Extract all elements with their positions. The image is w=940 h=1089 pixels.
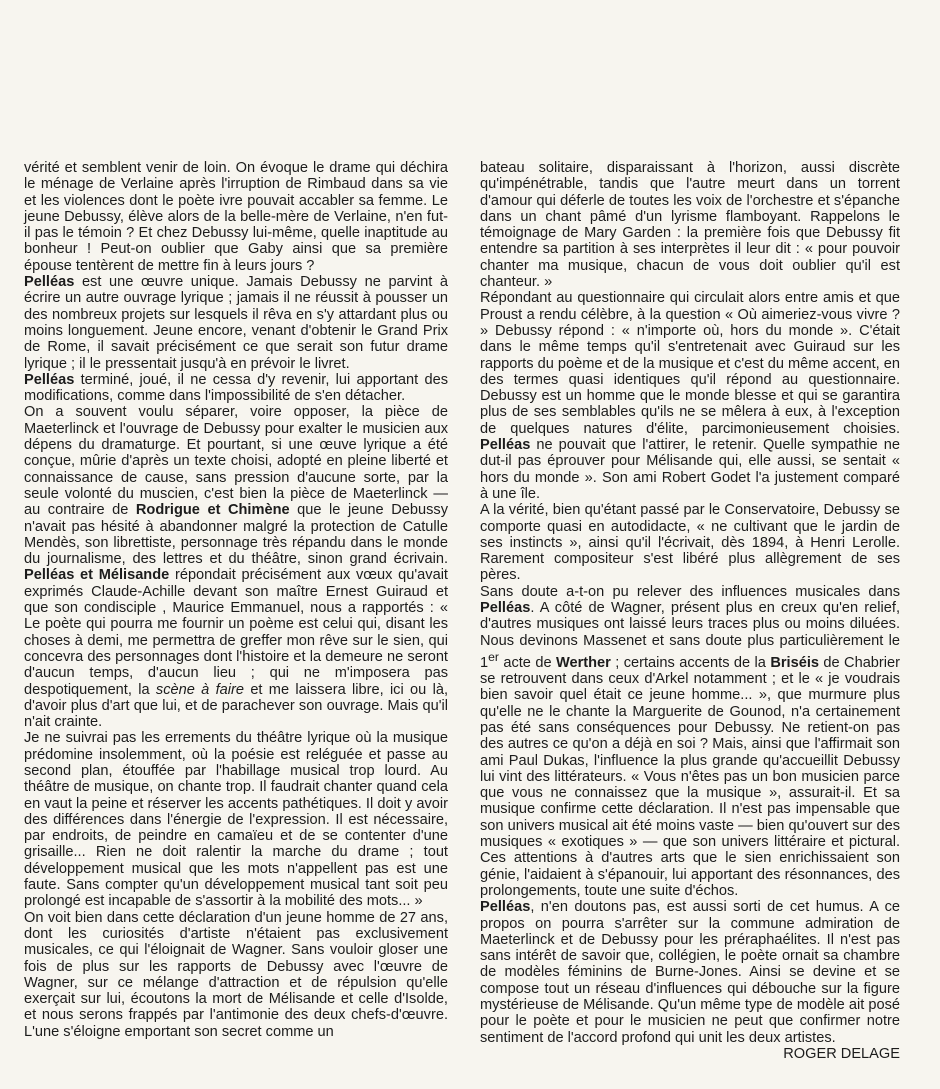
text-line: inaptitude au bonheur ! Peut-on oublier que Gaby ainsi que sa: [24, 225, 448, 258]
left-column: [24, 160, 448, 1040]
text-run: acte de: [498, 654, 556, 671]
author-signature: ROGER DELAGE: [783, 1045, 900, 1062]
italic-phrase: scène à faire: [155, 681, 244, 698]
text-run: répondait précisément aux vœux qu'avait exprimés Claude-Achille devant son maître Ernest Guiraud et que son condisciple , Maurice Emmanuel, nous a rapportés : « Le poète qui pourra me fournir un poème est celui qui, disant les choses à demi, me permettra de greffer mon rêve sur le sien, qui concevra des personnages dont l'histoire et la demeure ne seront d'aucun temps, d'aucun lieu ; qui ne m'imposera pas despotiquement, la: [24, 567, 448, 698]
work-title: Rodrigue et Chimène: [135, 502, 290, 519]
work-title: Pelléas: [24, 371, 75, 388]
text-run: que le jeune Debussy n'avait pas hésité à abandonner malgré la protection de Catulle Mendès, son librettiste, personnage très répandu dans le monde du journalisme, des lettres et du théâtre, sinon grand écrivain.: [24, 502, 448, 568]
work-title: Pelléas et Mélisande: [24, 567, 170, 584]
work-title: Werther: [555, 654, 611, 671]
work-title: Briséis: [770, 654, 819, 671]
paragraph: Je ne suivrai pas les errements du théâtre lyrique où la musique prédomine insolemment, où la poésie est reléguée et passe au second plan, étouffée par l'habillage musical trop lourd. Au théâtre de musique, on chante trop. Il faudrait chanter quand cela en vaut la peine et réserver les accents pathétiques. Il doit y avoir des différences dans l'énergie de l'expression. Il est nécessaire, par endroits, de peindre en camaïeu et de se contenter d'une grisaille... Rien ne doit ralentir la marche du drame ; tout développement musical que les mots n'appellent pas est une faute. Sans compter qu'un développement musical tant soit peu prolongé est incapable de s'assortir à la mobilité des mots... »: [24, 730, 448, 910]
work-title: Pelléas: [480, 600, 531, 617]
paragraph: [24, 404, 448, 730]
text-line: vérité et semblent venir de loin. On évoque le drame qui déchira: [24, 160, 448, 176]
text-line: première épouse tentèrent de mettre fin à leurs jours ?: [24, 241, 448, 274]
text-run: de Chabrier se retrouvent dans ceux d'Arkel notamment ; et le « je voudrais bien savoir quel était ce jeune homme... », que murmure plus qu'elle ne le chante la Marguerite de Gounod, n'a certainement pas été sans conséquences pour Debussy. Ne retient-on pas des autres ce qu'on a déjà en soi ? Mais, ainsi que l'affirmait son ami Paul Dukas, l'influence la plus grande qu'accueillit Debussy lui vint des littérateurs. « Vous n'êtes pas un bon musicien parce que vous ne connaissez que la musique », assurait-il. Et sa musique confirme cette déclaration. Il n'est pas impensable que son univers musical ait été moins vaste — bien qu'ouvert sur des musiques « exotiques » — que son univers littéraire et pictural. Ces attentions à d'autres arts que le sien enrichissaient son génie, l'aidaient à s'épanouir, lui apportant des résonnances, des prolongements, toute une suite d'échos.: [480, 654, 901, 899]
paragraph: [480, 899, 900, 1046]
paragraph: [24, 274, 448, 372]
text-line: Le jeune Debussy, élève alors de la belle-mère de Verlaine,: [24, 192, 448, 225]
superscript: er: [488, 649, 499, 664]
text-line: et les violences dont le poète ivre pouvait accabler sa femme.: [24, 192, 432, 209]
text-run: On a souvent voulu séparer, voire opposer, la pièce de Maeterlinck et l'ouvrage de Debussy pour exalter le musicien aux dépens du dramaturge. Et pourtant, si une œuve lyrique a été conçue, mûrie d'après un texte choisi, adopté en pleine liberté et connaissance de cause, sans pression d'aucune sorte, par la seule volonté du muscien, c'est bien la pièce de Maeterlinck — au contraire de: [24, 404, 448, 519]
work-title: Pelléas: [480, 437, 531, 454]
paragraph: [24, 160, 448, 274]
text-run: terminé, joué, il ne cessa d'y revenir, lui apportant des modifications, comme dans l'impossibilité de s'en détacher.: [24, 371, 448, 405]
right-column: [480, 160, 900, 1062]
text-run: ne pouvait que l'attirer, le retenir. Quelle sympathie ne dut-il pas éprouver pour Mélisande qui, elle aussi, se sentait « hors du monde ». Son ami Robert Godet l'a justement comparé à une île.: [480, 437, 900, 502]
text-line: n'en fut-il pas le témoin ? Et chez Debussy lui-même, quelle: [24, 208, 449, 242]
work-title: Pelléas: [24, 274, 75, 291]
paragraph: On voit bien dans cette déclaration d'un jeune homme de 27 ans, dont les curiosités d'artiste n'étaient pas exclusivement musicales, ce qui l'éloignait de Wagner. Sans vouloir gloser une fois de plus sur les rapports de Debussy avec l'œuvre de Wagner, sur ce mélange d'attraction et de répulsion qu'elle exerçait sur lui, écoutons la mort de Mélisande et celle d'Isolde, et nous serons frappés par l'antimonie des deux chefs-d'œuvre. L'une s'éloigne emportant son secret comme un: [24, 909, 448, 1040]
text-run: , n'en doutons pas, est aussi sorti de cet humus. A ce propos on pourra s'arrêter sur la commune admiration de Maeterlinck et de Debussy pour les préraphaélites. Il n'est pas sans intérêt de savoir que, collégien, le poète ornait sa chambre de modèles féminins de Burne-Jones. Ainsi se devine et se compose tout un réseau d'influences qui débouche sur la figure mystérieuse de Mélisande. Qu'un même type de modèle ait posé pour le poète et pour le musicien ne peut que confirmer notre sentiment de l'accord profond qui unit les deux artistes.: [480, 899, 900, 1046]
work-title: Pelléas: [480, 899, 531, 916]
text-run: est une œuvre unique. Jamais Debussy ne parvint à écrire un autre ouvrage lyrique ; jamais il ne réussit à pousser un des nombreux projets sur lesquels il rêva en s'y attardant plus ou moins longuement. Jeune encore, venant d'obtenir le Grand Prix de Rome, il savait précisément ce que serait son futur drame lyrique ; il le pressentait jusqu'à en prévoir le livret.: [24, 274, 448, 372]
paragraph: A la vérité, bien qu'étant passé par le Conservatoire, Debussy se comporte quasi en autodidacte, « ne cultivant que le jardin de ses instincts », ainsi qu'il l'écrivait, dès 1894, à Henri Lerolle. Rarement compositeur s'est libéré plus allègrement de ses pères.: [480, 502, 900, 584]
paragraph: bateau solitaire, disparaissant à l'horizon, aussi discrète qu'impénétrable, tandis que l'autre meurt dans un torrent d'amour qui déferle de toutes les voix de l'orchestre et s'épanche dans un chant pâmé d'un lyrisme flamboyant. Rappelons le témoignage de Mary Garden : la première fois que Debussy fit entendre sa partition à ses interprètes il leur dit : « pour pouvoir chanter ma musique, chacun de vous doit oublier qu'il est chanteur. »: [480, 160, 900, 291]
paragraph: [24, 372, 448, 405]
text-run: . A côté de Wagner, présent plus en creux qu'en relief, d'autres musiques ont laissé leurs traces plus ou moins diluées. Nous devinons Massenet et sans doute plus particulièrement le 1: [480, 600, 900, 671]
paragraph: [480, 290, 900, 502]
text-line: le ménage de Verlaine après l'irruption de Rimbaud dans sa vie: [24, 176, 448, 193]
text-run: et me laissera libre, ici ou là, d'avoir plus d'art que lui, et de parachever son ouvrage. Mais qu'il n'ait crainte.: [24, 681, 449, 731]
text-run: ; certains accents de la: [610, 654, 771, 671]
watermark-mark: ·: [545, 330, 595, 398]
text-run: Sans doute a-t-on pu relever des influences musicales dans: [480, 583, 900, 600]
paragraph: [480, 584, 900, 900]
text-run: Répondant au questionnaire qui circulait alors entre amis et que Proust a rendu célèbre, à la question « Où aimeriez-vous vivre ? » Debussy répond : « n'importe où, hors du monde ». C'était dans le même temps qu'il s'entretenait avec Guiraud sur les rapports du poème et de la musique et c'est du même accent, en des termes quasi identiques qu'il répond au questionnaire. Debussy est un homme que le monde blesse et qui se garantira plus de ses semblables qu'ils ne se mêlera à eux, à l'exception de quelques natures d'élite, parcimonieusement choisies.: [480, 290, 900, 437]
